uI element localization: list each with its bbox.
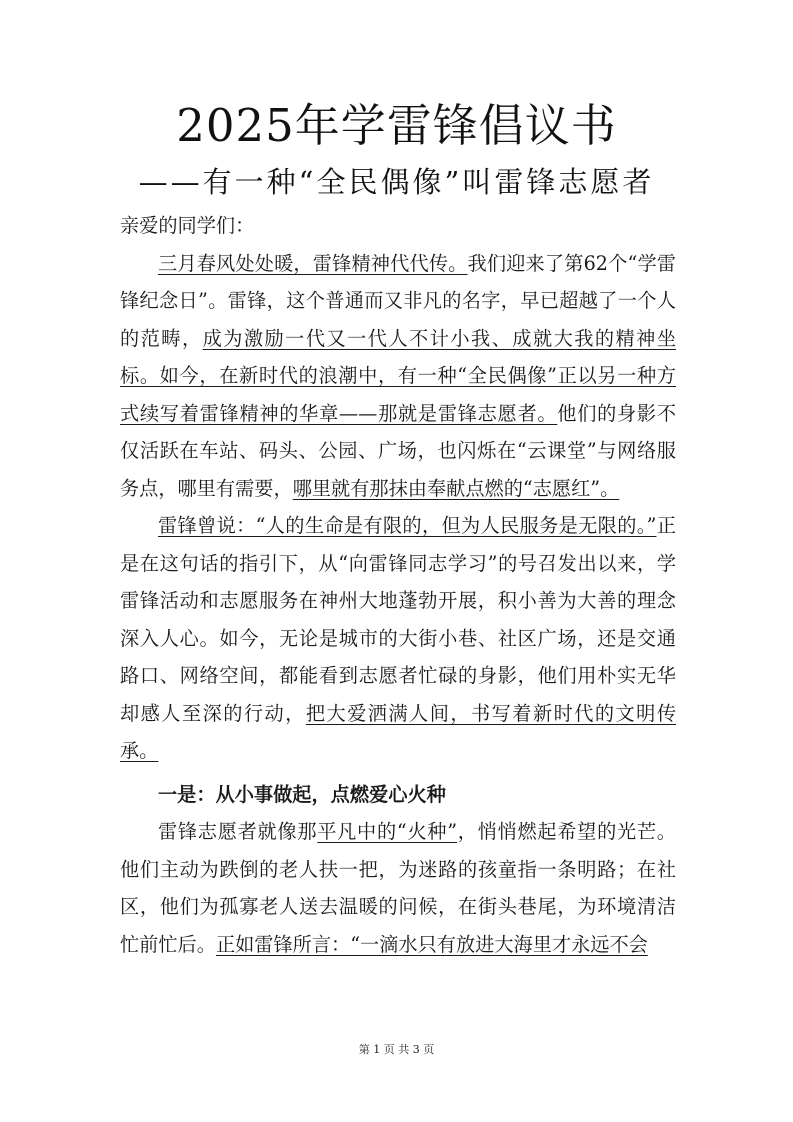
underlined-text: 平凡中的“火种”: [317, 820, 458, 843]
paragraph-1: [120, 245, 676, 508]
document-title: 2025年学雷锋倡议书: [176, 99, 617, 152]
salutation: 亲爱的同学们：: [120, 214, 255, 237]
section-heading-1: 一是：从小事做起，点燃爱心火种: [158, 782, 446, 806]
body-text: 我们迎来了第62个“学雷锋纪念日”。雷锋，这个普通而又非凡的名字，早已超越了一个人的范畴，: [120, 251, 676, 350]
body-text: 正是在这句话的指引下，从“向雷锋同志学习”的号召发出以来，学雷锋活动和志愿服务在神州大地蓬勃开展，积小善为大善的理念深入人心。如今，无论是城市的大街小巷、社区广场，还是交通路口、网络空间，都能看到志愿者忙碌的身影，他们用朴实无华却感人至深的行动，: [120, 514, 676, 725]
paragraph-3: [120, 813, 676, 963]
underlined-text: 把大爱洒满人间，书写着新时代的文明传承。: [120, 701, 677, 762]
underlined-text: 正如雷锋所言：“一滴水只有放进大海里才永远不会: [215, 932, 648, 956]
body-text: ，悄悄燃起希望的光芒。他们主动为跌倒的老人扶一把，为迷路的孩童指一条明路；在社区，他们为孤寡老人送去温暖的问候，在街头巷尾，为环境清洁忙前忙后。: [120, 820, 676, 956]
body-text: 他们的身影不仅活跃在车站、码头、公园、广场，也闪烁在“云课堂”与网络服务点，哪里有需要，: [120, 401, 677, 500]
underlined-text: 哪里就有那抹由奉献点燃的“志愿红”。: [292, 476, 620, 500]
underlined-text: 三月春风处处暖，雷锋精神代代传。: [158, 251, 468, 275]
paragraph-2: [120, 507, 676, 770]
document-subtitle: ——有一种“全民偶像”叫雷锋志愿者: [138, 165, 655, 199]
underlined-text: 雷锋曾说：“人的生命是有限的，但为人民服务是无限的。”: [158, 514, 657, 537]
underlined-text: 成为激励一代又一代人不计小我、成就大我的精神坐标。如今，在新时代的浪潮中，有一种“全民偶像”正以另一种方式续写着雷锋精神的华章——那就是雷锋志愿者。: [120, 326, 677, 425]
page-footer: 第 1 页 共 3 页: [358, 1043, 435, 1056]
document-body: [120, 207, 676, 963]
body-text: 雷锋志愿者就像那: [158, 820, 318, 843]
